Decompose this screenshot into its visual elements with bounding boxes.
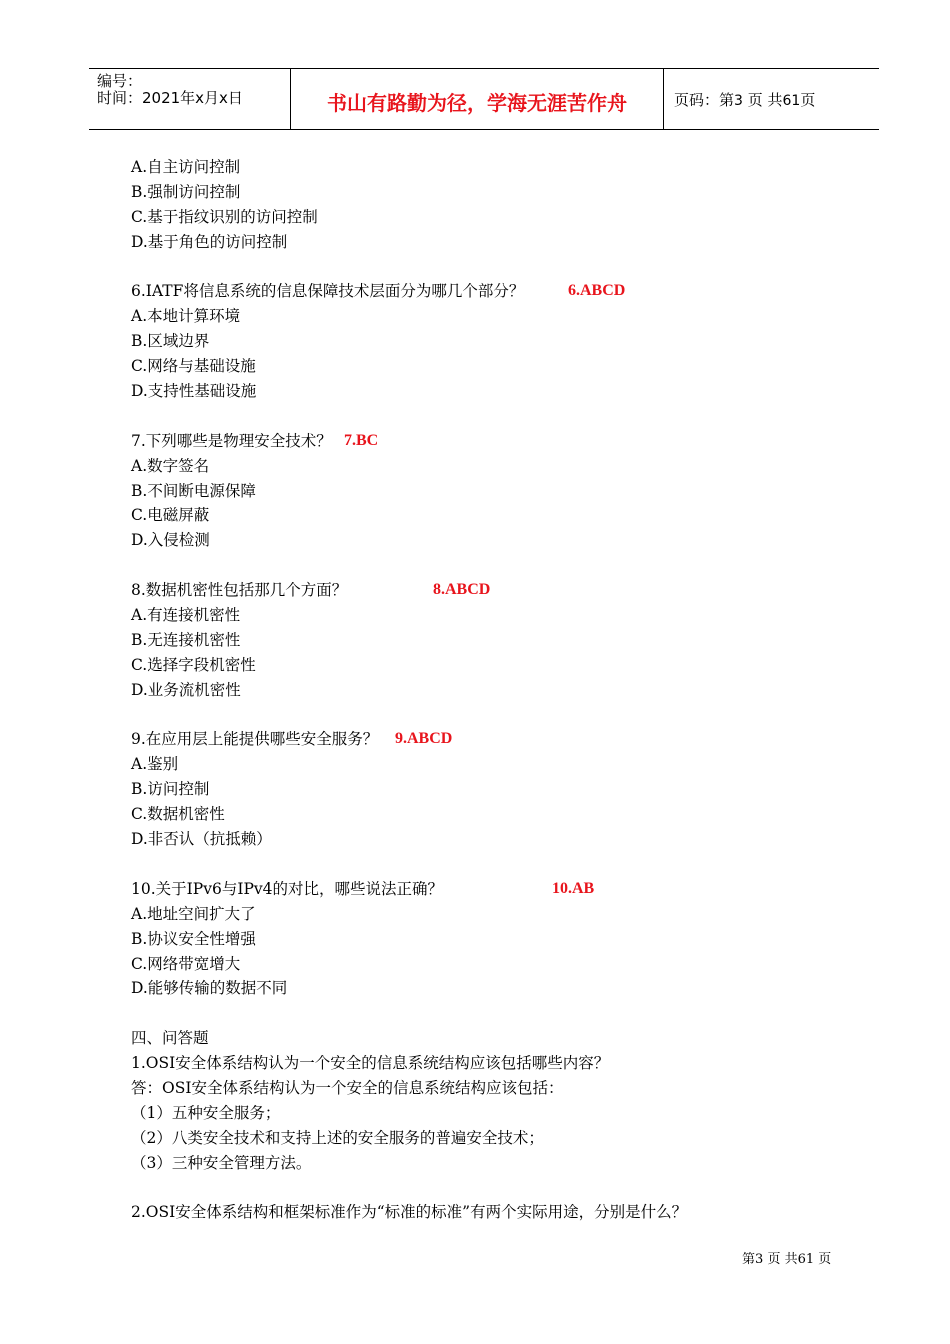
page-footer: 第3 页 共61 页: [742, 1252, 832, 1267]
answer-label: 6.ABCD: [568, 282, 626, 300]
option: D.基于角色的访问控制: [131, 232, 288, 251]
question-6: [131, 279, 851, 304]
question-text: 8.数据机密性包括那几个方面？: [131, 581, 348, 600]
answer-item: （2）八类安全技术和支持上述的安全服务的普遍安全技术；: [131, 1128, 544, 1147]
option: C.网络与基础设施: [131, 357, 256, 376]
question-10: [131, 877, 851, 902]
header-page-current: 3: [734, 93, 743, 109]
answer-label: 8.ABCD: [433, 581, 491, 599]
header-page-cell: [664, 69, 879, 129]
option: B.不间断电源保障: [131, 481, 256, 500]
header-meta-cell: [89, 69, 291, 129]
option: C.电磁屏蔽: [131, 506, 210, 525]
option: C.选择字段机密性: [131, 655, 256, 674]
option: A.自主访问控制: [131, 158, 241, 176]
section-heading: 四、问答题: [131, 1029, 209, 1048]
answer-label: 10.AB: [552, 879, 595, 897]
time-label: 时间：2021年x月x日: [97, 89, 243, 107]
essay-answer-intro: 答：OSI安全体系结构认为一个安全的信息系统结构应该包括：: [131, 1078, 564, 1097]
option: B.协议安全性增强: [131, 929, 256, 948]
option: A.本地计算环境: [131, 307, 241, 326]
option: C.数据机密性: [131, 805, 225, 824]
option: D.非否认（抗抵赖）: [131, 830, 272, 849]
question-text: 7.下列哪些是物理安全技术？: [131, 431, 332, 450]
question-text: 6.IATF将信息系统的信息保障技术层面分为哪几个部分？: [131, 282, 525, 301]
option: D.支持性基础设施: [131, 382, 257, 401]
footer-page-current: 3: [755, 1252, 764, 1267]
option: B.强制访问控制: [131, 182, 241, 201]
option: B.区域边界: [131, 332, 210, 351]
document-body: [131, 155, 851, 1225]
header-page-total: 61: [782, 93, 801, 109]
header-page-code: 页码：第3 页 共61页: [674, 91, 816, 109]
essay-question-2: 2.OSI安全体系结构和框架标准作为“标准的标准”有两个实际用途，分别是什么？: [131, 1203, 688, 1222]
answer-item: （1）五种安全服务；: [131, 1103, 281, 1122]
question-7: [131, 429, 851, 454]
question-text: 9.在应用层上能提供哪些安全服务？: [131, 730, 379, 749]
answer-label: 7.BC: [344, 431, 379, 449]
header-motto-cell: [291, 69, 664, 129]
option: A.地址空间扩大了: [131, 904, 256, 923]
answer-item: （3）三种安全管理方法。: [131, 1153, 312, 1172]
option: D.入侵检测: [131, 531, 210, 550]
page-header: [89, 68, 879, 130]
option: C.网络带宽增大: [131, 954, 241, 973]
option: A.有连接机密性: [131, 606, 241, 625]
option: A.数字签名: [131, 456, 210, 475]
option: A.鉴别: [131, 755, 179, 774]
header-motto: 书山有路勤为径，学海无涯苦作舟: [327, 91, 627, 115]
option: B.访问控制: [131, 780, 210, 799]
footer-page-total: 61: [797, 1252, 815, 1267]
option: C.基于指纹识别的访问控制: [131, 207, 318, 226]
option: B.无连接机密性: [131, 630, 241, 649]
number-label: 编号：: [97, 72, 143, 90]
option: D.业务流机密性: [131, 680, 241, 699]
question-text: 10.关于IPv6与IPv4的对比，哪些说法正确？: [131, 879, 443, 898]
question-9: [131, 727, 851, 752]
question-8: [131, 578, 851, 603]
answer-label: 9.ABCD: [395, 730, 453, 748]
option: D.能够传输的数据不同: [131, 979, 288, 998]
essay-question-1: 1.OSI安全体系结构认为一个安全的信息系统结构应该包括哪些内容？: [131, 1054, 610, 1073]
